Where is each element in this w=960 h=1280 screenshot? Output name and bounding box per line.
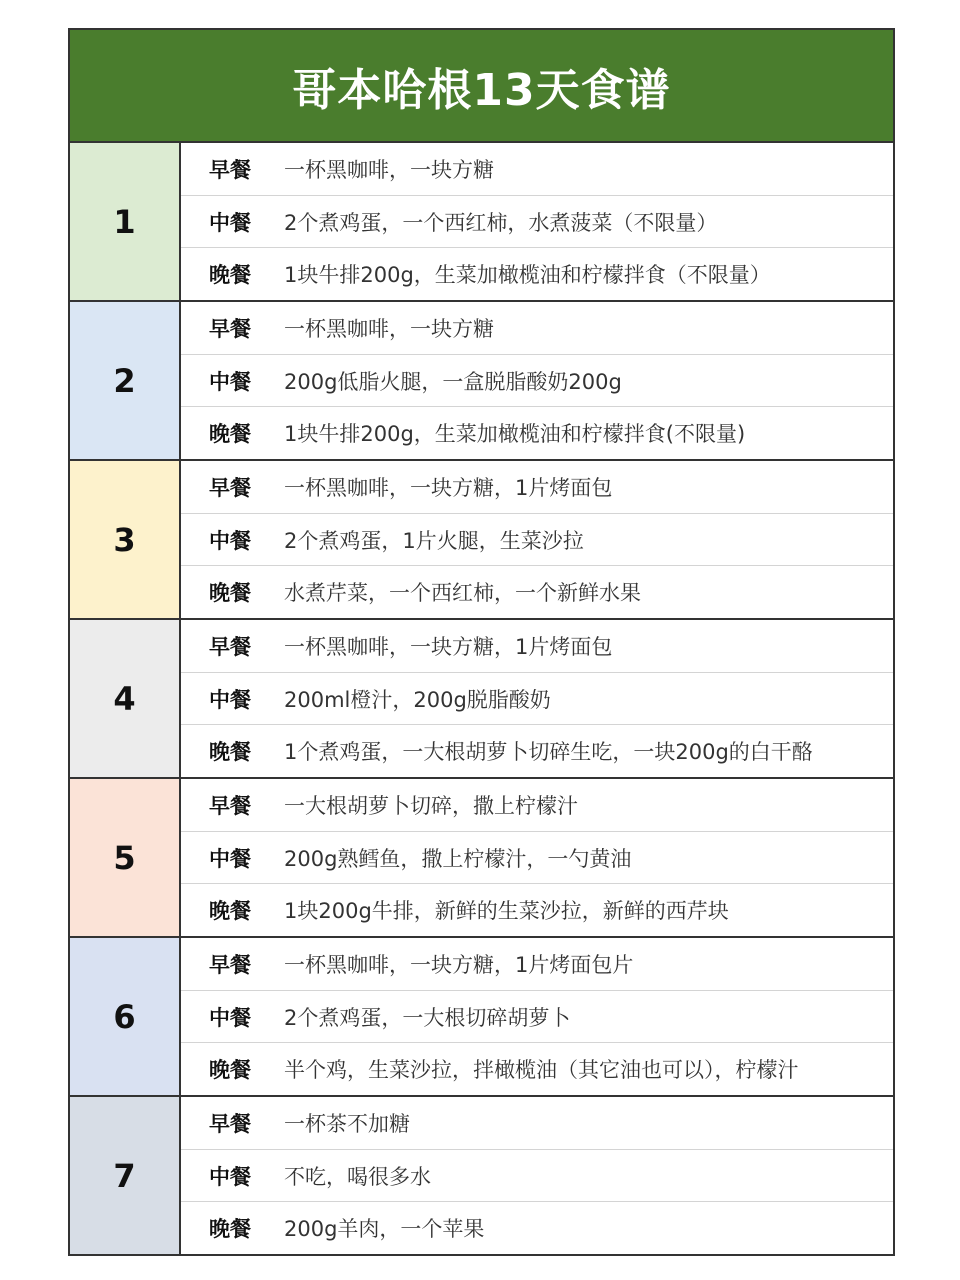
meal-description: 1块200g牛排，新鲜的生菜沙拉，新鲜的西芹块 (284, 899, 729, 924)
meal-description: 一杯黑咖啡，一块方糖 (284, 316, 494, 341)
meal-row (181, 938, 893, 991)
meal-label: 中餐 (209, 1164, 251, 1189)
meal-description: 一大根胡萝卜切碎，撒上柠檬汁 (284, 793, 578, 818)
meal-label: 晚餐 (209, 1058, 251, 1083)
meal-description: 半个鸡，生菜沙拉，拌橄榄油（其它油也可以），柠檬汁 (284, 1058, 799, 1083)
day-block-7 (70, 1097, 893, 1254)
meal-description: 一杯茶不加糖 (284, 1111, 410, 1136)
meal-row (181, 514, 893, 567)
meals-list (181, 620, 893, 777)
diet-plan-table (68, 28, 895, 1256)
meals-list (181, 302, 893, 459)
meal-label: 晚餐 (209, 263, 251, 288)
meal-row (181, 832, 893, 885)
meal-row (181, 196, 893, 249)
meal-label: 早餐 (209, 157, 251, 182)
meal-row (181, 991, 893, 1044)
day-block-1 (70, 143, 893, 302)
meal-label: 早餐 (209, 316, 251, 341)
meal-description: 200g低脂火腿，一盒脱脂酸奶200g (284, 369, 622, 394)
meal-label: 中餐 (209, 369, 251, 394)
meal-description: 一杯黑咖啡，一块方糖，1片烤面包片 (284, 952, 634, 977)
meal-description: 200ml橙汁，200g脱脂酸奶 (284, 687, 551, 712)
day-block-3 (70, 461, 893, 620)
day-block-4 (70, 620, 893, 779)
meal-description: 不吃，喝很多水 (284, 1164, 431, 1189)
day-number: 2 (70, 302, 181, 459)
meal-label: 早餐 (209, 1111, 251, 1136)
meal-label: 晚餐 (209, 422, 251, 447)
page-title: 哥本哈根13天食谱 (292, 64, 671, 116)
title-bar (70, 30, 893, 143)
meal-row (181, 725, 893, 777)
meal-description: 一杯黑咖啡，一块方糖，1片烤面包 (284, 634, 613, 659)
meals-list (181, 938, 893, 1095)
meals-list (181, 1097, 893, 1254)
meal-row (181, 884, 893, 936)
day-number: 1 (70, 143, 181, 300)
meal-row (181, 143, 893, 196)
meal-description: 一杯黑咖啡，一块方糖 (284, 157, 494, 182)
meal-description: 2个煮鸡蛋，一大根切碎胡萝卜 (284, 1005, 571, 1030)
meal-description: 200g熟鳕鱼，撒上柠檬汁，一勺黄油 (284, 846, 632, 871)
meal-row (181, 248, 893, 300)
day-number: 6 (70, 938, 181, 1095)
meal-row (181, 1202, 893, 1254)
meal-label: 晚餐 (209, 1217, 251, 1242)
day-block-6 (70, 938, 893, 1097)
meals-list (181, 779, 893, 936)
meal-description: 1块牛排200g，生菜加橄榄油和柠檬拌食（不限量） (284, 263, 771, 288)
meal-row (181, 566, 893, 618)
meal-row (181, 620, 893, 673)
day-block-5 (70, 779, 893, 938)
meal-row (181, 673, 893, 726)
meal-description: 2个煮鸡蛋，一个西红柿，水煮菠菜（不限量） (284, 210, 718, 235)
meal-row (181, 461, 893, 514)
meal-label: 中餐 (209, 687, 251, 712)
days-container (70, 143, 893, 1254)
meal-label: 早餐 (209, 634, 251, 659)
meal-label: 晚餐 (209, 581, 251, 606)
meal-description: 水煮芹菜，一个西红柿，一个新鲜水果 (284, 581, 641, 606)
meal-row (181, 1043, 893, 1095)
day-number: 7 (70, 1097, 181, 1254)
meal-description: 一杯黑咖啡，一块方糖，1片烤面包 (284, 475, 613, 500)
meals-list (181, 143, 893, 300)
meal-description: 2个煮鸡蛋，1片火腿，生菜沙拉 (284, 528, 584, 553)
meal-label: 早餐 (209, 475, 251, 500)
meal-row (181, 355, 893, 408)
meal-description: 200g羊肉，一个苹果 (284, 1217, 485, 1242)
day-number: 5 (70, 779, 181, 936)
meal-description: 1块牛排200g，生菜加橄榄油和柠檬拌食(不限量) (284, 422, 746, 447)
day-number: 4 (70, 620, 181, 777)
meal-row (181, 302, 893, 355)
meal-label: 中餐 (209, 1005, 251, 1030)
meal-label: 中餐 (209, 210, 251, 235)
day-block-2 (70, 302, 893, 461)
day-number: 3 (70, 461, 181, 618)
meal-label: 中餐 (209, 528, 251, 553)
meal-label: 中餐 (209, 846, 251, 871)
meal-row (181, 1097, 893, 1150)
meal-row (181, 1150, 893, 1203)
meal-row (181, 779, 893, 832)
meal-label: 晚餐 (209, 899, 251, 924)
meal-row (181, 407, 893, 459)
meal-label: 晚餐 (209, 740, 251, 765)
meal-description: 1个煮鸡蛋，一大根胡萝卜切碎生吃，一块200g的白干酪 (284, 740, 813, 765)
meal-label: 早餐 (209, 952, 251, 977)
meals-list (181, 461, 893, 618)
meal-label: 早餐 (209, 793, 251, 818)
